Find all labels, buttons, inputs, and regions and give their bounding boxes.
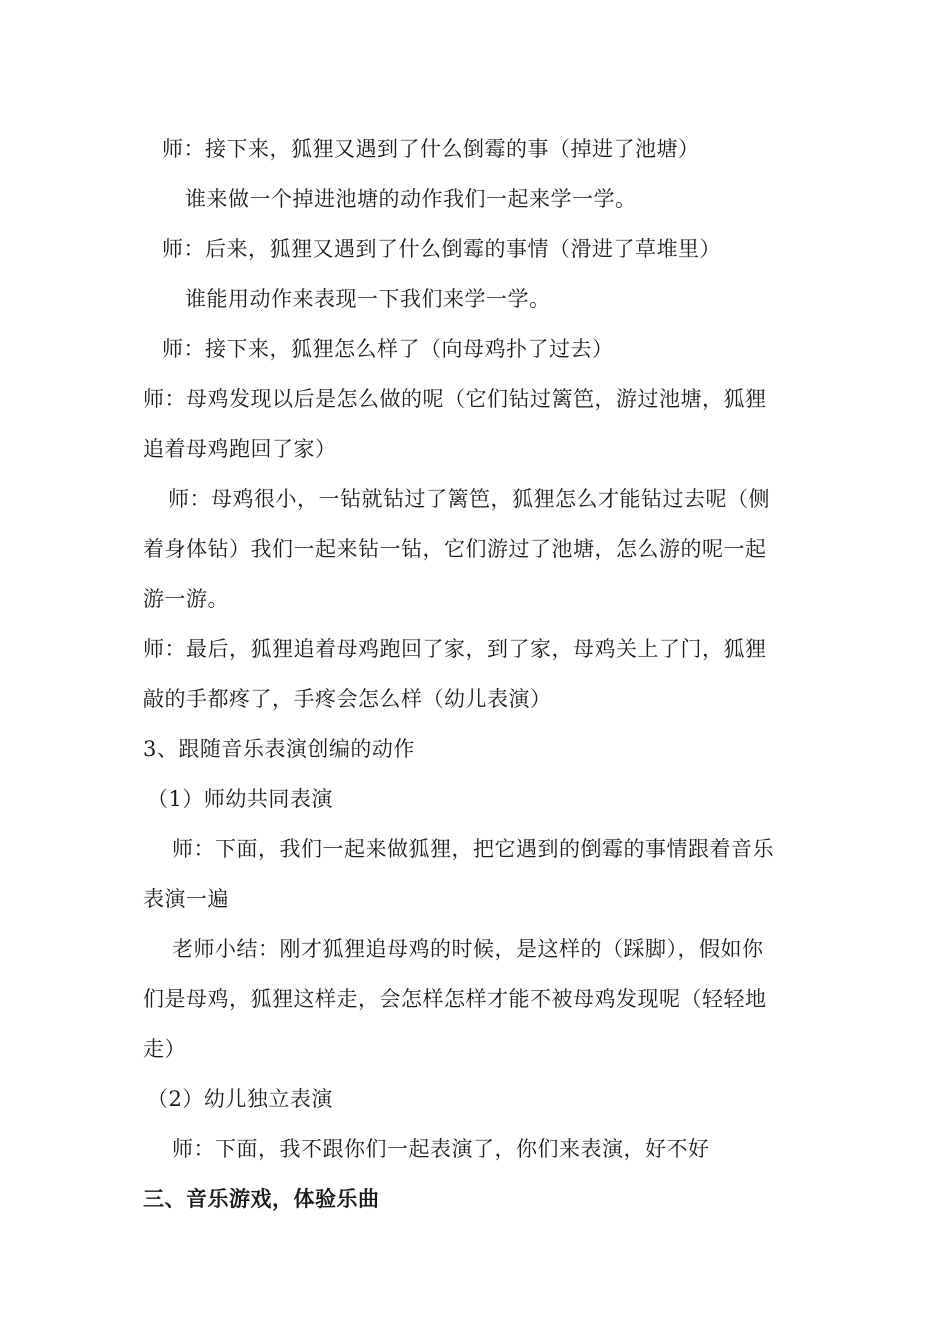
text-line: 表演一遍	[143, 887, 229, 911]
text-line: 着身体钻）我们一起来钻一钻，它们游过了池塘，怎么游的呢一起	[143, 537, 767, 561]
section-heading: 3、跟随音乐表演创编的动作	[143, 737, 415, 761]
chapter-heading: 三、音乐游戏，体验乐曲	[143, 1186, 380, 1211]
text-line: 师：接下来，狐狸怎么样了（向母鸡扑了过去）	[162, 337, 614, 361]
text-line: 师：下面，我不跟你们一起表演了，你们来表演，好不好	[172, 1137, 710, 1161]
text-line: 谁来做一个掉进池塘的动作我们一起来学一学。	[185, 187, 637, 211]
subsection-heading: （2）幼儿独立表演	[147, 1087, 333, 1111]
text-line: 师：母鸡很小，一钻就钻过了篱笆，狐狸怎么才能钻过去呢（侧	[168, 487, 770, 511]
subsection-heading: （1）师幼共同表演	[147, 787, 333, 811]
text-line: 师：最后，狐狸追着母鸡跑回了家，到了家，母鸡关上了门，狐狸	[143, 637, 767, 661]
text-line: 师：接下来，狐狸又遇到了什么倒霉的事（掉进了池塘）	[162, 137, 700, 161]
text-line: 敲的手都疼了，手疼会怎么样（幼儿表演）	[143, 687, 552, 711]
text-line: 追着母鸡跑回了家）	[143, 437, 337, 461]
text-line: 师：母鸡发现以后是怎么做的呢（它们钻过篱笆，游过池塘，狐狸	[143, 387, 767, 411]
text-line: 老师小结：刚才狐狸追母鸡的时候，是这样的（踩脚），假如你	[172, 937, 764, 961]
text-line: 师：下面，我们一起来做狐狸，把它遇到的倒霉的事情跟着音乐	[172, 837, 774, 861]
text-line: 们是母鸡，狐狸这样走，会怎样怎样才能不被母鸡发现呢（轻轻地	[143, 987, 767, 1011]
text-line: 走）	[143, 1037, 186, 1061]
text-line: 师：后来，狐狸又遇到了什么倒霉的事情（滑进了草堆里）	[162, 237, 721, 261]
text-line: 谁能用动作来表现一下我们来学一学。	[185, 287, 551, 311]
text-line: 游一游。	[143, 587, 229, 611]
